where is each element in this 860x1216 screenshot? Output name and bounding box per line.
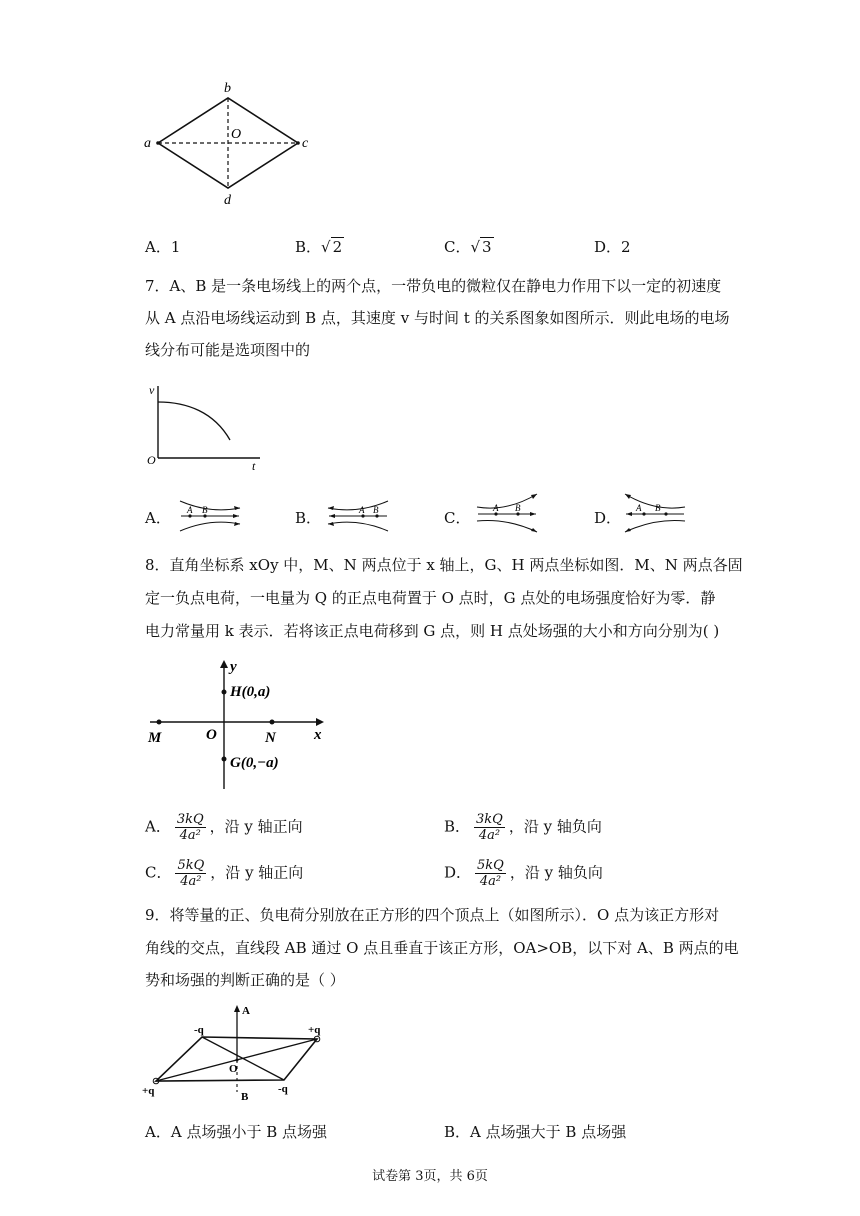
- q9-label-neg-q-left: -q: [194, 1024, 204, 1036]
- q8-label-x: x: [314, 727, 322, 743]
- q7-option-b-letter: B．: [295, 509, 322, 527]
- q7-option-c-field: [472, 490, 542, 538]
- q8-option-c-fraction: $\frac{5kQ}{\text{4a²}}$: [177, 858, 205, 889]
- q7-option-b-point-a: A: [359, 505, 365, 515]
- q9-square-figure: [140, 1000, 340, 1102]
- q7-option-c-point-b: B: [515, 503, 521, 513]
- q8-option-d-fraction: $\frac{5kQ}{\text{4a²}}$: [477, 858, 504, 889]
- q7-option-b-point-b: B: [373, 505, 379, 515]
- rhombus-label-o: O: [231, 127, 242, 142]
- q8-label-y: y: [230, 659, 237, 675]
- q7-option-a-field: [175, 494, 245, 538]
- q9-option-b: B．A 点场强大于 B 点场强: [444, 1123, 627, 1141]
- q7-option-d-point-a: A: [636, 503, 642, 513]
- q9-line-1: 9．将等量的正、负电荷分别放在正方形的四个顶点上（如图所示）．O 点为该正方形对: [145, 906, 720, 924]
- q6-option-b: B．√ 2: [295, 238, 343, 256]
- q7-line-1: 7．A、B 是一条电场线上的两个点，一带负电的微粒仅在静电力作用下以一定的初速度: [145, 277, 722, 295]
- q6-option-d: D．2: [594, 238, 631, 256]
- q9-label-pos-q-left: +q: [142, 1085, 155, 1097]
- q6-option-a: A．1: [145, 238, 181, 256]
- q7-graph-t-label: t: [252, 459, 256, 472]
- q7-option-d-letter: D．: [594, 509, 622, 527]
- q8-label-m: M: [148, 730, 162, 746]
- rhombus-figure: [140, 76, 320, 214]
- page-footer: 试卷第 3页，共 6页: [372, 1169, 488, 1184]
- q7-option-c-letter: C．: [444, 509, 471, 527]
- q9-line-3: 势和场强的判断正确的是（ ）: [145, 971, 345, 989]
- q8-option-a: A． $\frac{3kQ}{\text{4a²}}$ ，沿 y 轴正向: [145, 812, 303, 843]
- rhombus-label-c: c: [302, 136, 309, 151]
- q9-line-2: 角线的交点，直线段 AB 通过 O 点且垂直于该正方形，OA>OB，以下对 A、B 两点的电: [145, 939, 739, 957]
- q7-graph-o-label: O: [147, 453, 156, 467]
- q7-line-2: 从 A 点沿电场线运动到 B 点，其速度 v 与时间 t 的关系图象如图所示．则此电场的电场: [145, 309, 730, 327]
- q7-option-b-field: [323, 494, 393, 538]
- q8-line-3: 电力常量用 k 表示．若将该正点电荷移到 G 点，则 H 点处场强的大小和方向分别为( ): [145, 622, 720, 640]
- rhombus-label-a: a: [144, 136, 151, 151]
- q8-label-g: G(0,−a): [230, 755, 279, 771]
- q9-option-a: A．A 点场强小于 B 点场强: [145, 1123, 328, 1141]
- q8-line-2: 定一负点电荷，一电量为 Q 的正点电荷置于 O 点时，G 点处的电场强度恰好为零．静: [145, 589, 716, 607]
- q7-option-d-point-b: B: [655, 503, 661, 513]
- q8-option-b: B． $\frac{3kQ}{\text{4a²}}$ ，沿 y 轴负向: [444, 812, 602, 843]
- q8-label-h: H(0,a): [230, 684, 271, 700]
- q8-label-o: O: [206, 727, 217, 743]
- q9-label-pos-q-right: +q: [308, 1024, 321, 1036]
- q8-option-d: D． $\frac{5kQ}{\text{4a²}}$ ，沿 y 轴负向: [444, 858, 603, 889]
- rhombus-label-d: d: [224, 193, 231, 208]
- rhombus-label-b: b: [224, 81, 231, 96]
- q7-option-a-point-a: A: [187, 505, 193, 515]
- q9-label-a: A: [242, 1005, 250, 1017]
- q7-graph-v-label: v: [149, 383, 155, 397]
- q7-option-a-point-b: B: [202, 505, 208, 515]
- q8-option-c: C． $\frac{5kQ}{\text{4a²}}$ ，沿 y 轴正向: [145, 858, 304, 889]
- q7-option-d-field: [620, 490, 690, 538]
- q8-label-n: N: [265, 730, 276, 746]
- q7-vt-graph: [142, 380, 272, 472]
- q7-line-3: 线分布可能是选项图中的: [145, 341, 311, 359]
- q7-option-c-point-a: A: [493, 503, 499, 513]
- q8-option-a-fraction: $\frac{3kQ}{\text{4a²}}$: [176, 812, 204, 843]
- q6-option-c: C．√ 3: [444, 238, 492, 256]
- q8-line-1: 8．直角坐标系 xOy 中，M、N 两点位于 x 轴上，G、H 两点坐标如图．M、N 两点各固: [145, 556, 743, 574]
- q7-option-a-letter: A．: [145, 509, 171, 527]
- q9-label-o: O: [229, 1063, 238, 1075]
- q8-coordinate-figure: [142, 655, 342, 795]
- q8-option-b-fraction: $\frac{3kQ}{\text{4a²}}$: [476, 812, 503, 843]
- q9-label-neg-q-bottom: -q: [278, 1083, 288, 1095]
- q9-label-b: B: [241, 1091, 249, 1102]
